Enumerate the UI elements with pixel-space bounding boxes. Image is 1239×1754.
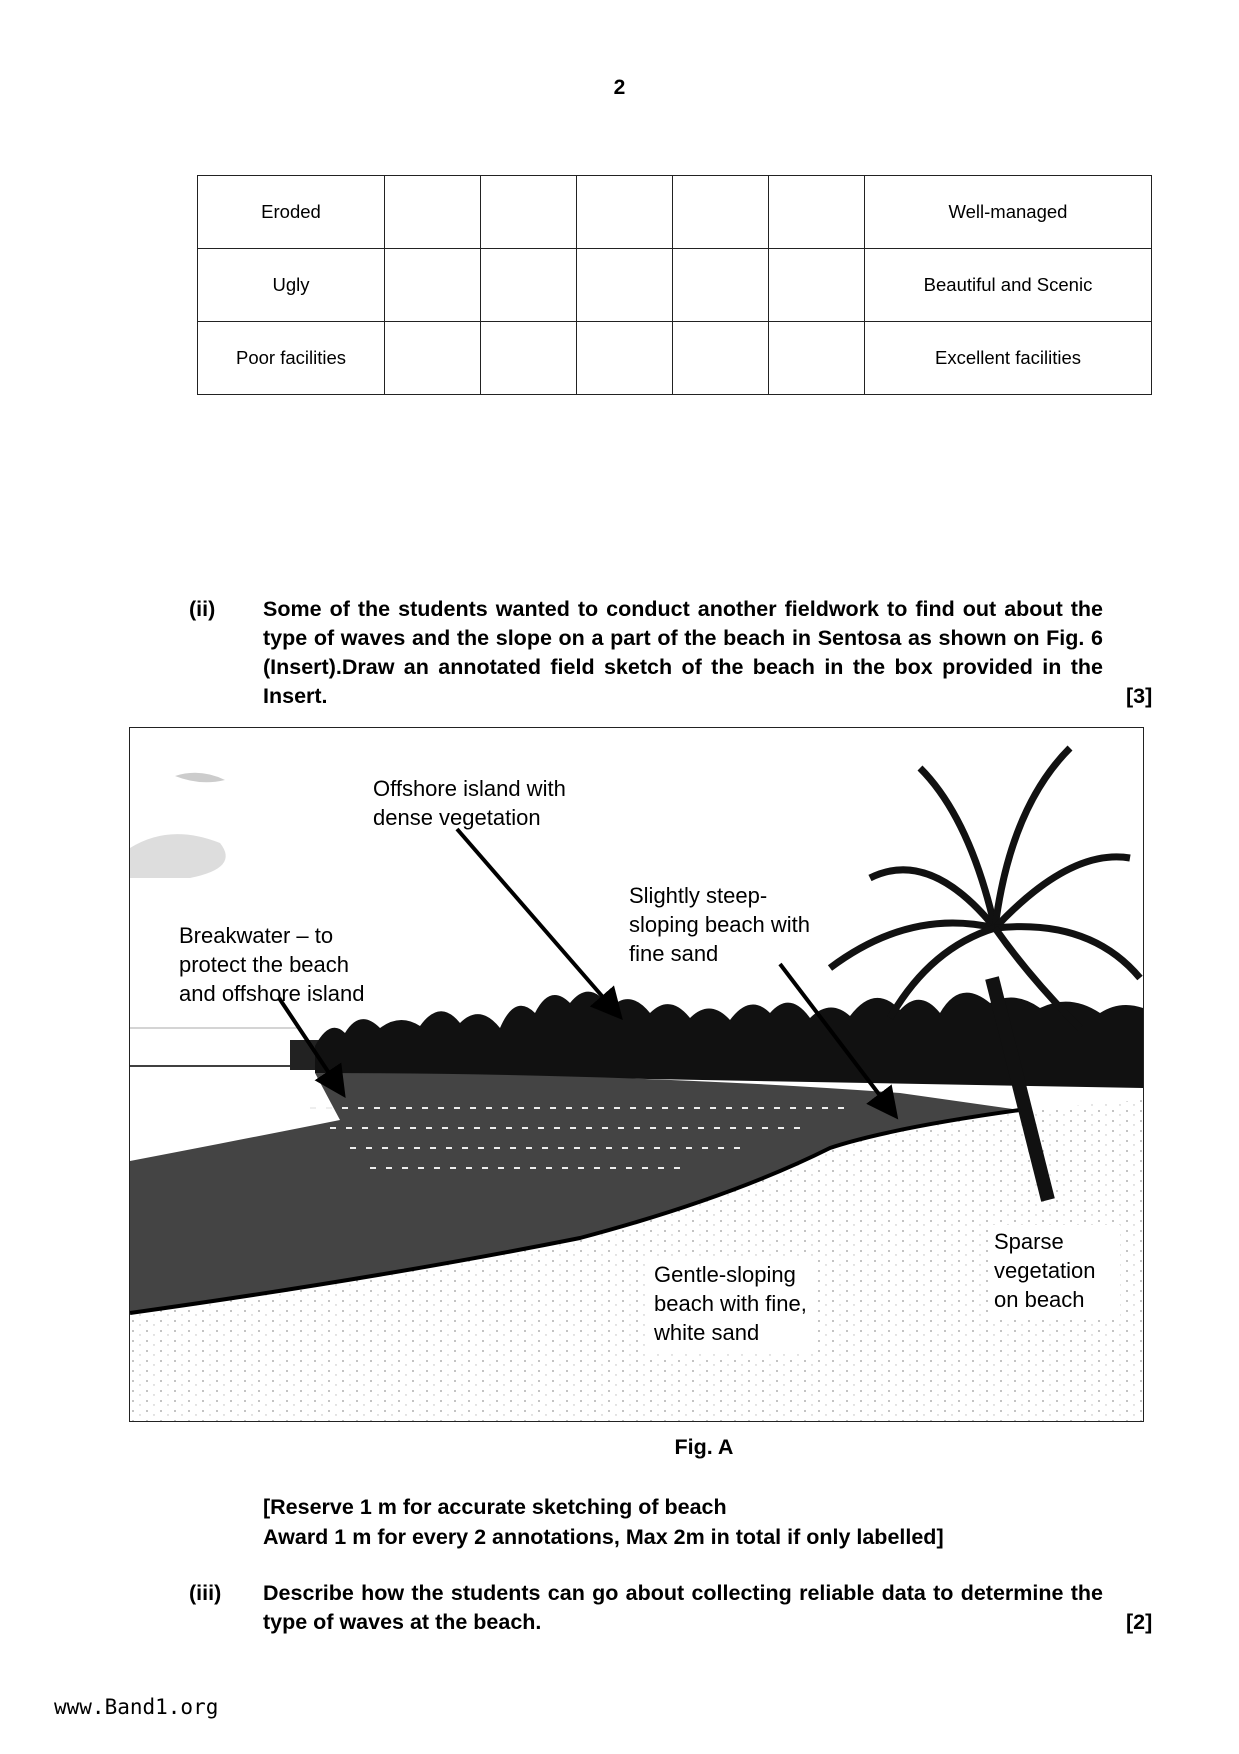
table-cell-right: Well-managed [865, 176, 1152, 249]
table-cell-blank [481, 176, 577, 249]
marking-note-line1: [Reserve 1 m for accurate sketching of beach [263, 1495, 727, 1519]
table-cell-blank [385, 322, 481, 395]
table-cell-blank [481, 249, 577, 322]
question-number: (ii) [189, 597, 216, 621]
table-row [198, 176, 1152, 249]
table-cell-blank [481, 322, 577, 395]
table-row [198, 249, 1152, 322]
question-text: Describe how the students can go about collecting reliable data to determine the type of waves at the beach. [263, 1581, 1103, 1634]
figure-caption: Fig. A [674, 1435, 734, 1459]
table-cell-blank [385, 249, 481, 322]
footer-watermark: www.Band1.org [54, 1695, 219, 1719]
table-cell-blank [577, 176, 673, 249]
annotation-gentle-beach: Gentle-sloping beach with fine, white sand [650, 1258, 817, 1353]
table-cell-left: Eroded [198, 176, 385, 249]
table-cell-blank [769, 176, 865, 249]
cloud [175, 773, 225, 782]
beach-photo-figure [129, 727, 1144, 1422]
table-cell-blank [385, 176, 481, 249]
page-number: 2 [613, 76, 626, 99]
table-cell-right: Beautiful and Scenic [865, 249, 1152, 322]
table-cell-blank [577, 322, 673, 395]
arrow-offshore [457, 829, 615, 1011]
annotation-sparse-vegetation: Sparse vegetation on beach [990, 1225, 1120, 1320]
rating-table [197, 175, 1152, 395]
table-cell-left: Poor facilities [198, 322, 385, 395]
table-cell-blank [769, 249, 865, 322]
question-text: Some of the students wanted to conduct another fieldwork to find out about the type of waves and the slope on a part of the beach in Sentosa as shown on Fig. 6 (Insert).Draw an annotated field sketch of the beach in the box provided in the Insert. [263, 597, 1103, 708]
palm-fronds [830, 748, 1140, 1028]
table-cell-blank [673, 322, 769, 395]
marking-note-line2: Award 1 m for every 2 annotations, Max 2m in total if only labelled] [263, 1525, 944, 1549]
table-cell-blank [673, 176, 769, 249]
annotation-steep-beach: Slightly steep- sloping beach with fine sand [629, 883, 811, 966]
table-row [198, 322, 1152, 395]
cloud [130, 834, 226, 878]
table-cell-blank [577, 249, 673, 322]
table-cell-left: Ugly [198, 249, 385, 322]
question-marks: [3] [1126, 684, 1153, 708]
annotation-breakwater: Breakwater – to protect the beach and offshore island [179, 923, 365, 1006]
question-number: (iii) [189, 1581, 222, 1605]
table-cell-blank [769, 322, 865, 395]
table-cell-right: Excellent facilities [865, 322, 1152, 395]
question-marks: [2] [1126, 1610, 1153, 1634]
table-cell-blank [673, 249, 769, 322]
annotation-offshore-island: Offshore island with dense vegetation [373, 776, 566, 830]
